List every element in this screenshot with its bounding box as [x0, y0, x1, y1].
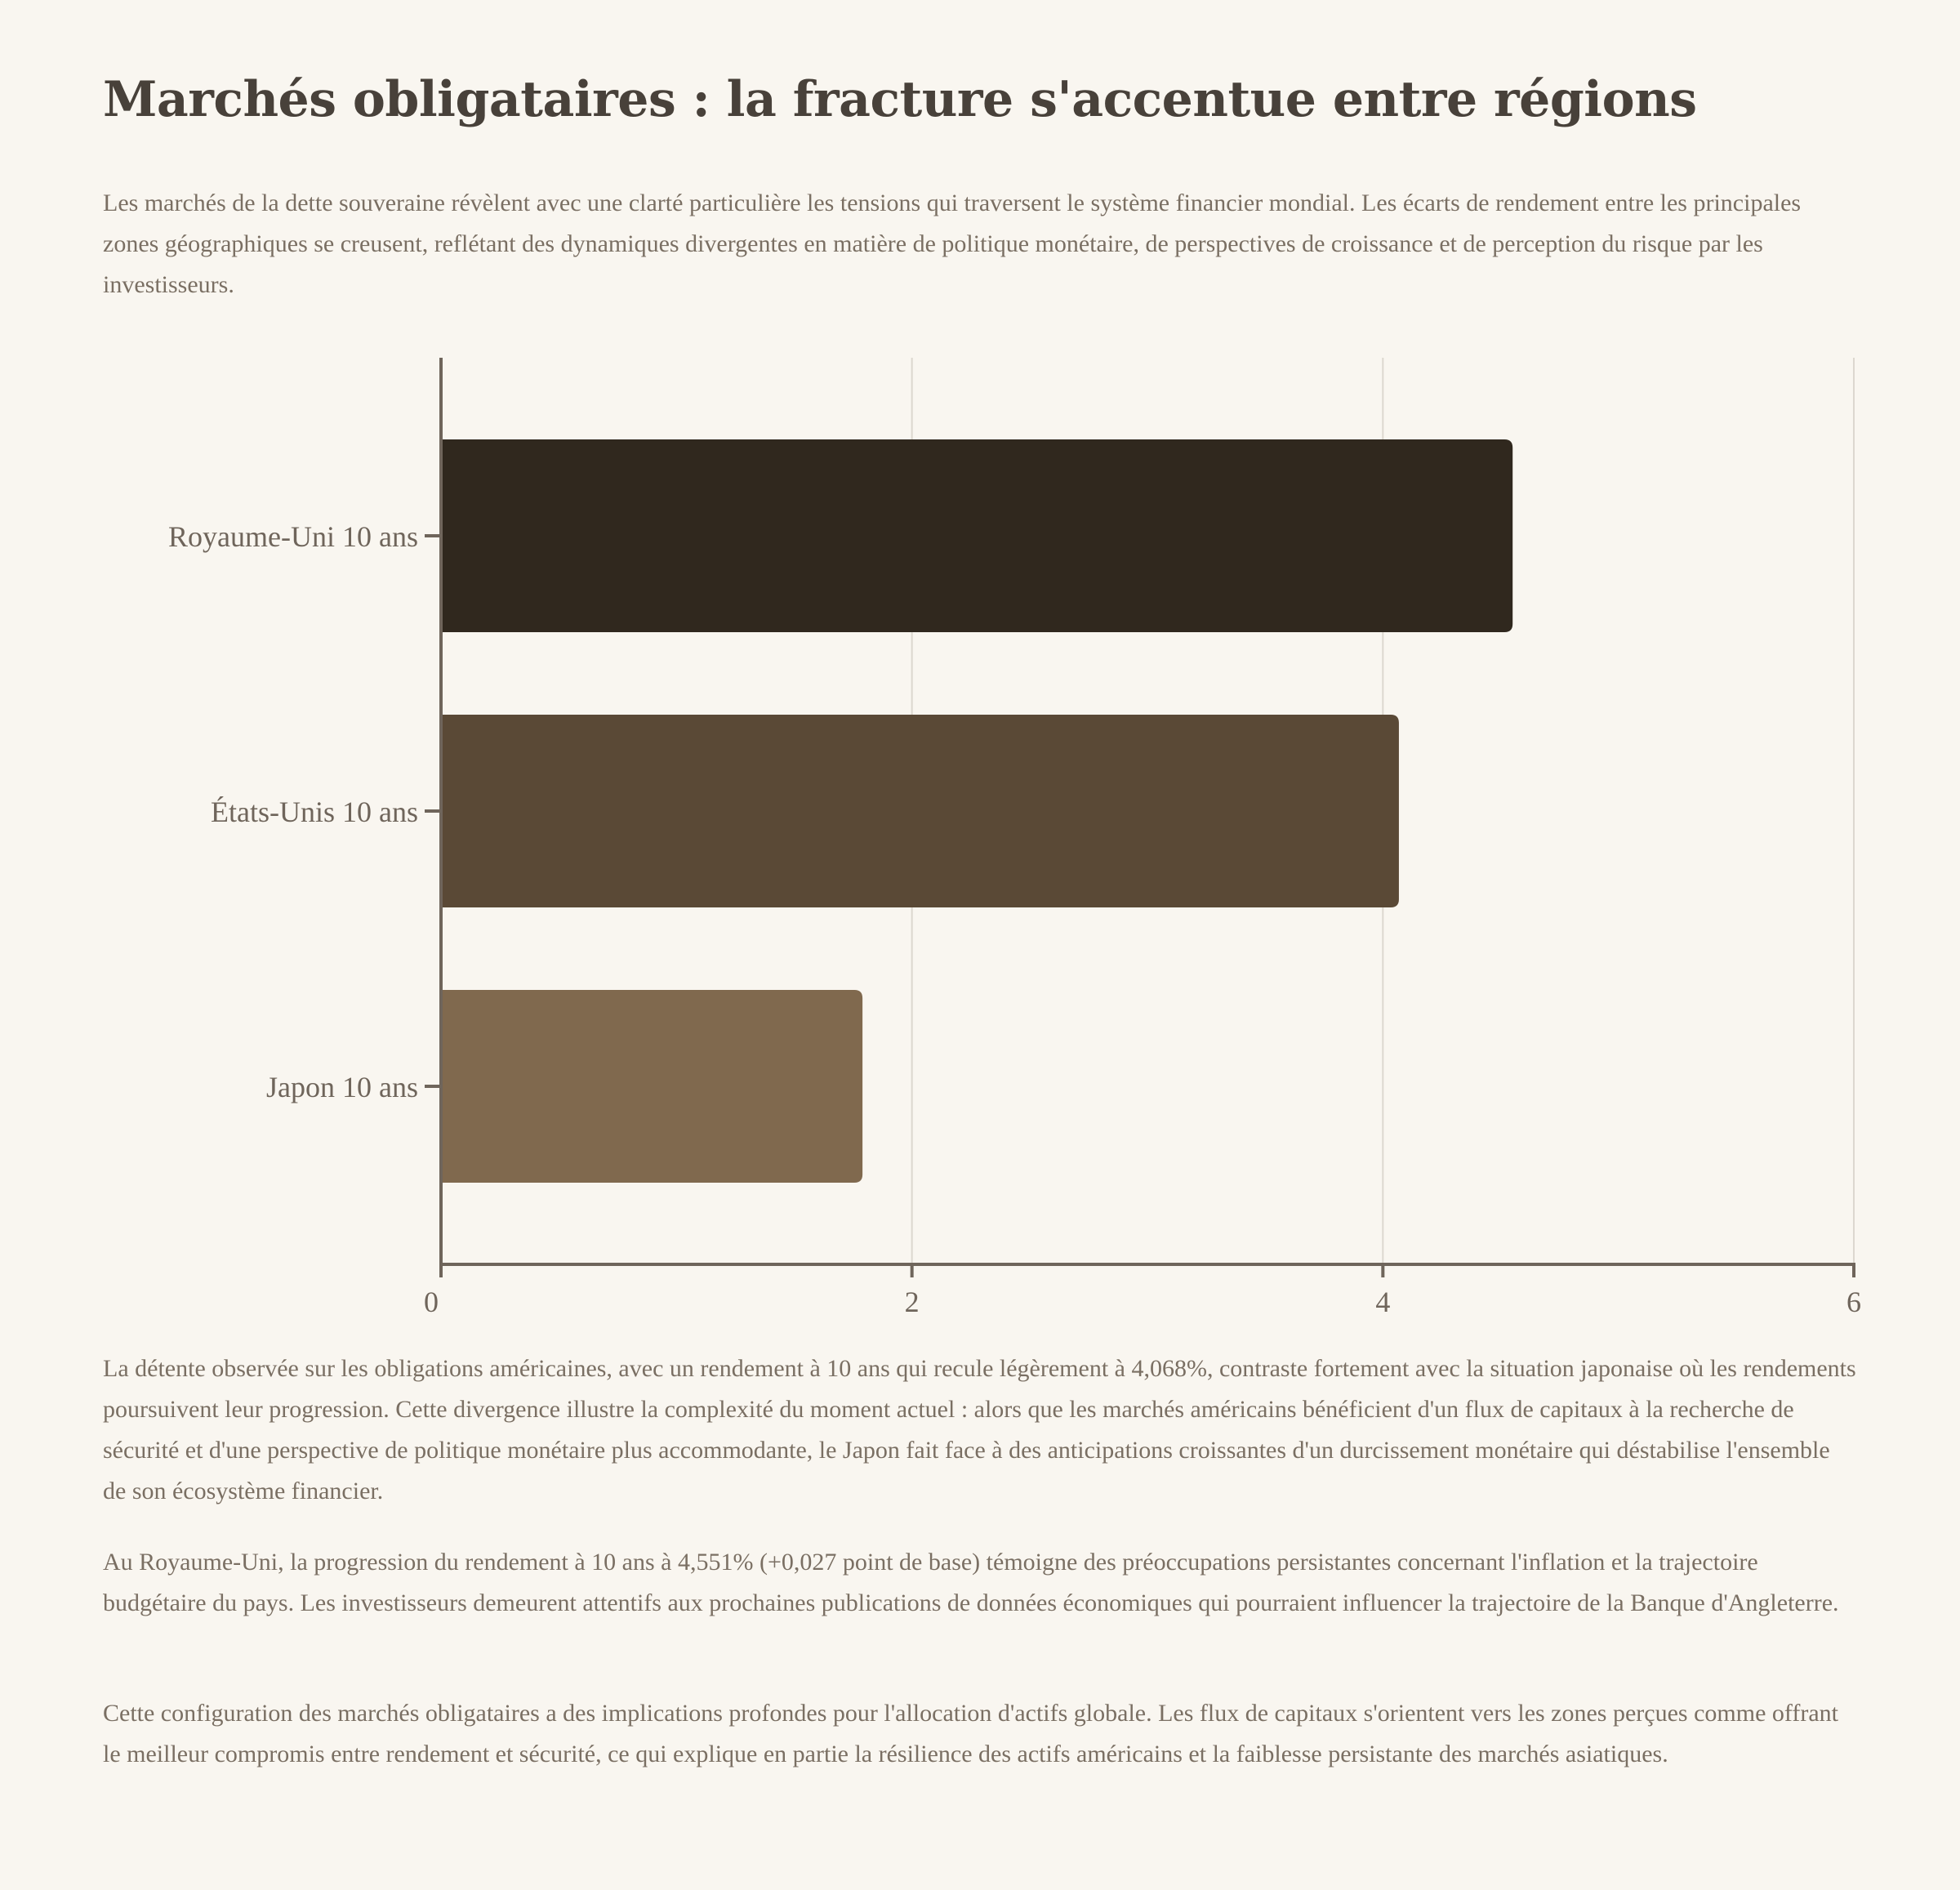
intro-paragraph: Les marchés de la dette souveraine révèlent avec une clarté particulière les tensions qui traversent le système financier mondial. Les écarts de rendement entre les principales zones géographiques se creusent, reflétant des dynamiques divergentes en matière de politique monétaire, de perspectives de croissance et de perception du risque par les investisseurs. [103, 189, 1802, 298]
body-paragraph-allocation: Cette configuration des marchés obligataires a des implications profondes pour l'allocation d'actifs globale. Les flux de capitaux s'orientent vers les zones perçues comme offrant le meilleur compromis entre rendement et sécurité, ce qui explique en partie la résilience des actifs américains et la faiblesse persistante des marchés asiatiques. [103, 1700, 1838, 1767]
body-paragraph-us-japan: La détente observée sur les obligations américaines, avec un rendement à 10 ans qui recule légèrement à 4,068%, contraste fortement avec la situation japonaise où les rendements poursuivent leur progression. Cette divergence illustre la complexité du moment actuel : alors que les marchés américains bénéficient d'un flux de capitaux à la recherche de sécurité et d'une perspective de politique monétaire plus accommodante, le Japon fait face à des anticipations croissantes d'un durcissement monétaire qui déstabilise l'ensemble de son écosystème financier. [103, 1355, 1856, 1504]
category-label: Royaume-Uni 10 ans [168, 520, 418, 553]
x-tick-label: 2 [904, 1286, 920, 1318]
bar-0 [441, 439, 1512, 632]
bar-1 [441, 715, 1399, 907]
x-tick-label: 0 [424, 1286, 439, 1318]
x-tick-label: 4 [1375, 1286, 1391, 1318]
category-label: Japon 10 ans [266, 1071, 418, 1103]
labels [168, 520, 1861, 1318]
category-label: États-Unis 10 ans [211, 796, 418, 828]
body-paragraph-uk: Au Royaume-Uni, la progression du rendement à 10 ans à 4,551% (+0,027 point de base) témoigne des préoccupations persistantes concernant l'inflation et la trajectoire budgétaire du pays. Les investisseurs demeurent attentifs aux prochaines publications de données économiques qui pourraient influencer la trajectoire de la Banque d'Angleterre. [103, 1549, 1839, 1616]
x-tick-label: 6 [1846, 1286, 1861, 1318]
article-title: Marchés obligataires : la fracture s'accentue entre régions [103, 71, 1697, 128]
bars [441, 439, 1512, 1183]
bar-2 [441, 990, 862, 1183]
